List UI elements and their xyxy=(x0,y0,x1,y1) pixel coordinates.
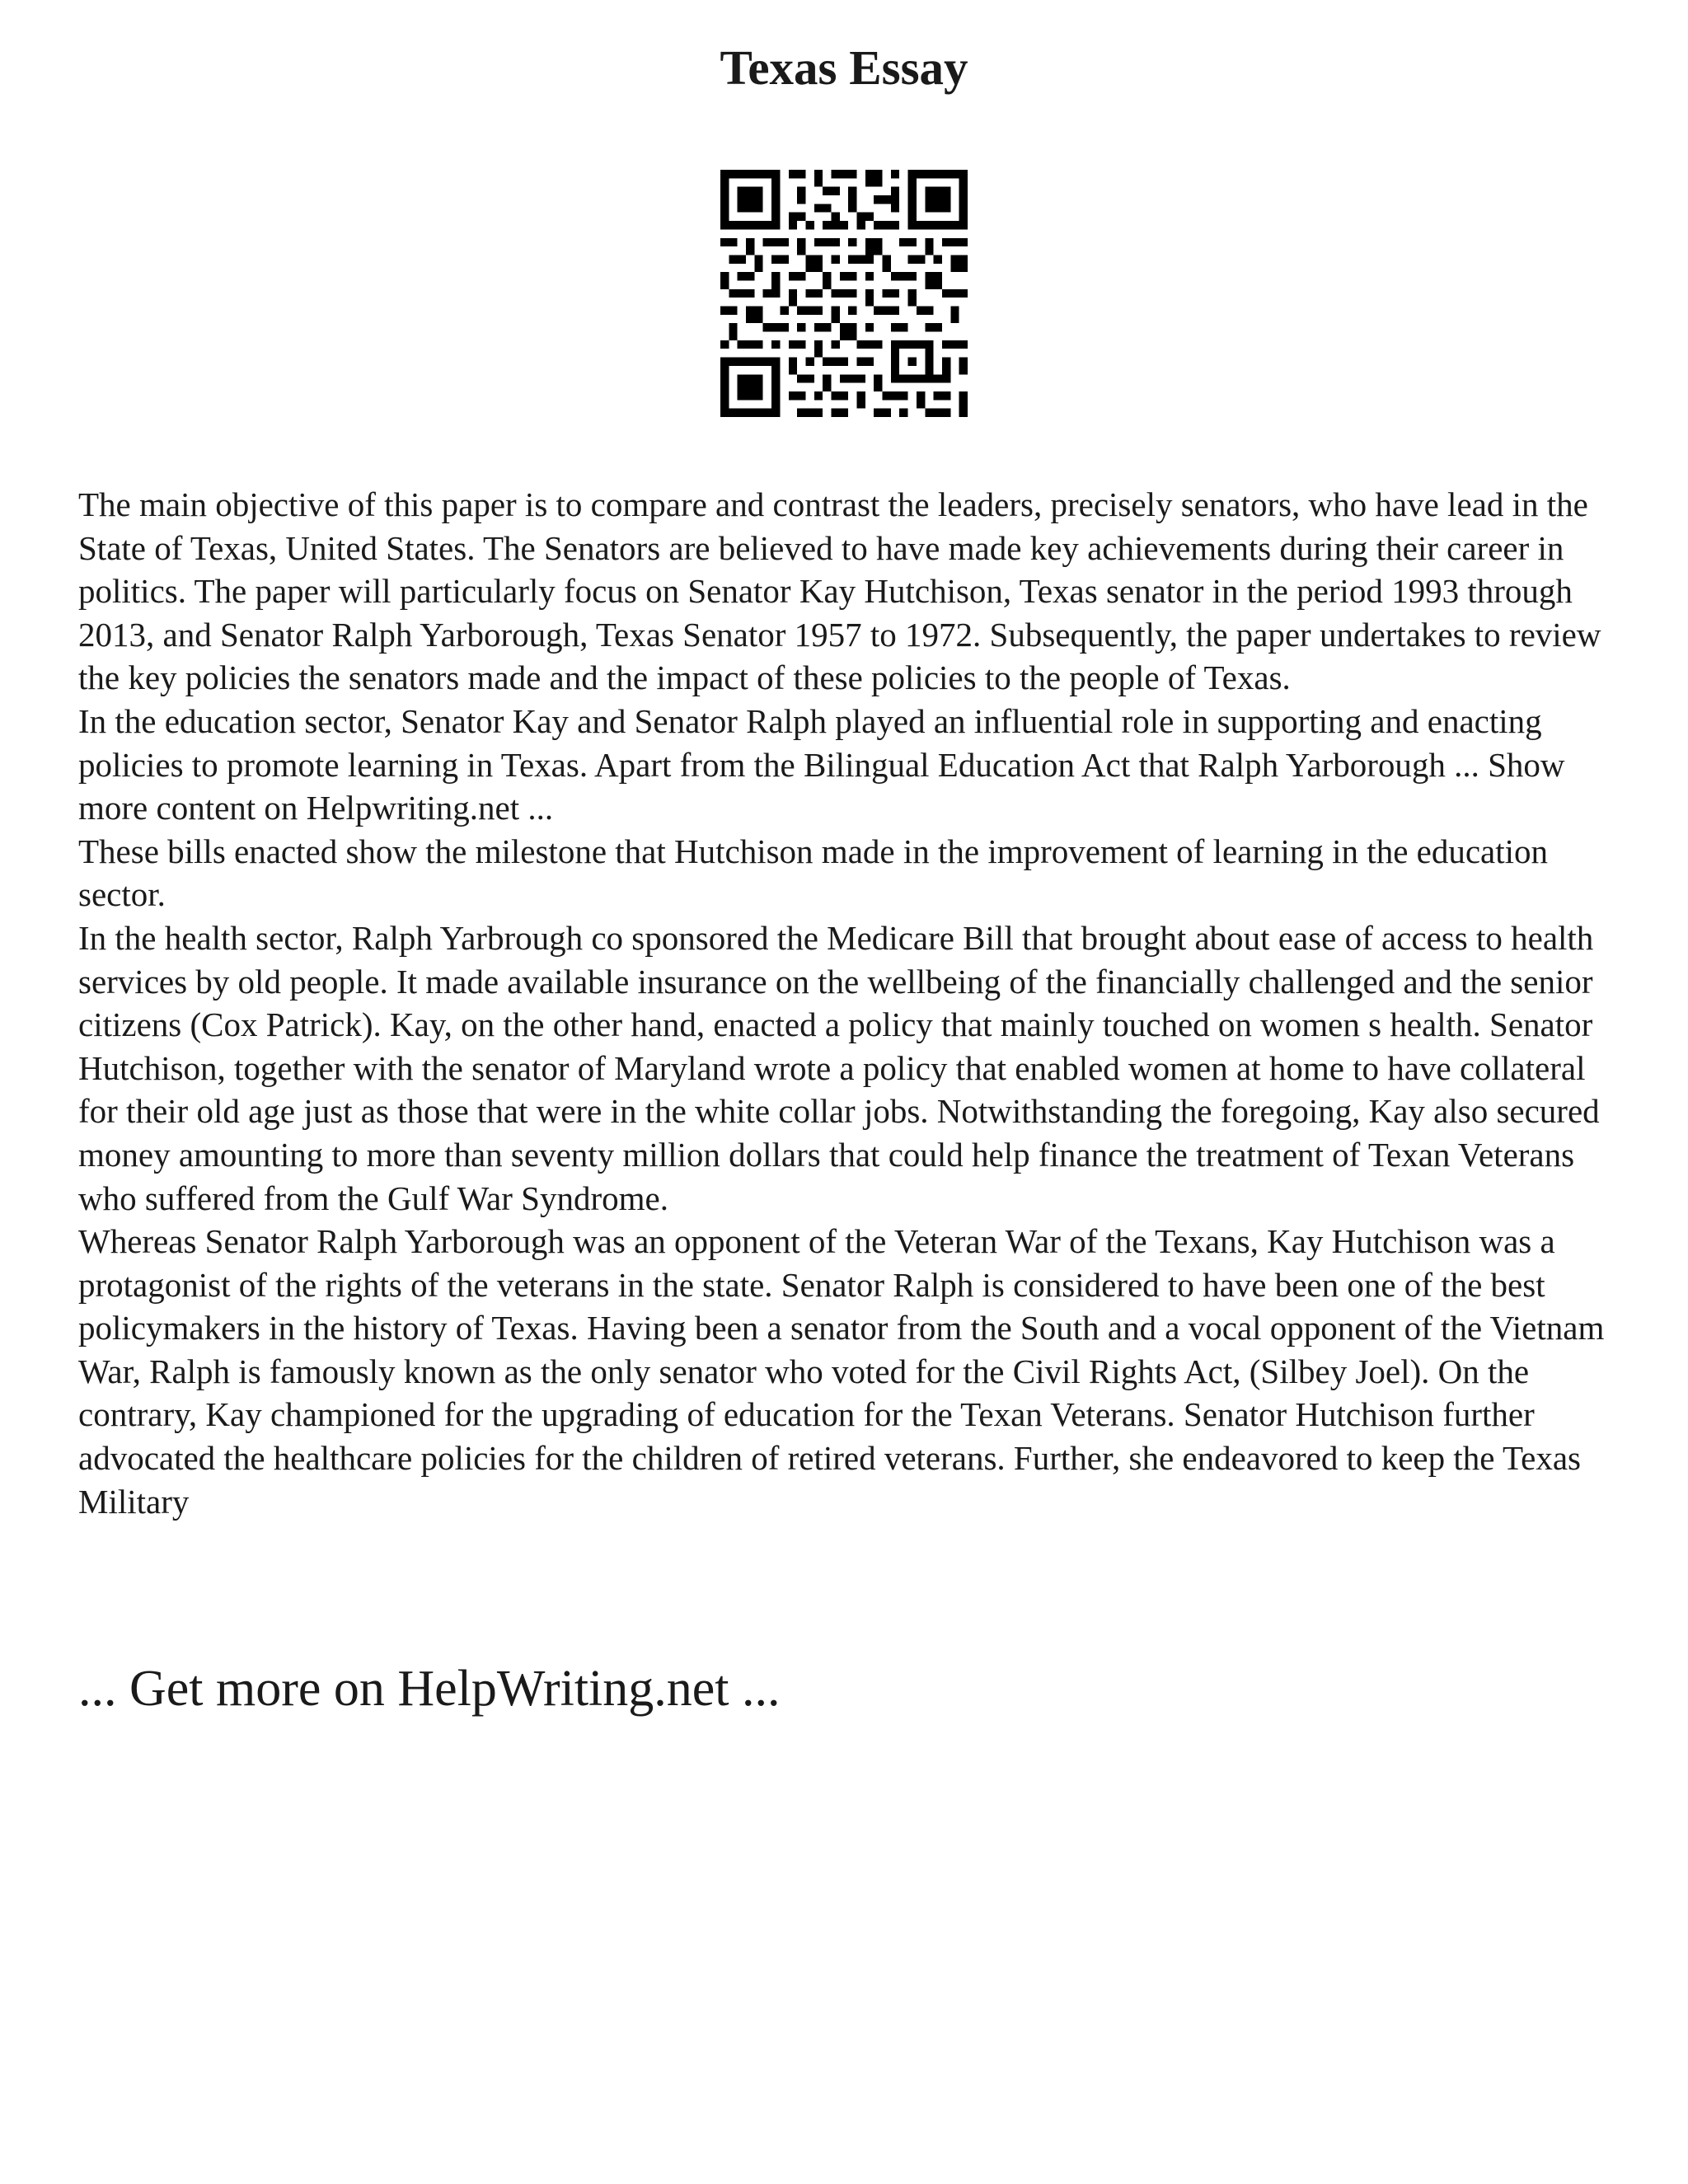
get-more-link[interactable]: ... Get more on HelpWriting.net ... xyxy=(78,1661,781,1717)
paragraph: The main objective of this paper is to compare and contrast the leaders, precisely senators, who have lead in the State of Texas, United States. The Senators are believed to have made key achievements during their career in politics. The paper will particularly focus on Senator Kay Hutchison, Texas senator in the period 1993 through 2013, and Senator Ralph Yarborough, Texas Senator 1957 to 1972. Subsequently, the paper undertakes to review the key policies the senators made and the impact of these policies to the people of Texas. xyxy=(78,485,1601,697)
paragraph: These bills enacted show the milestone that Hutchison made in the improvement of learning in the education sector. xyxy=(78,832,1549,914)
qr-code-icon xyxy=(720,170,968,417)
page-title: Texas Essay xyxy=(720,40,968,95)
paragraph: Whereas Senator Ralph Yarborough was an opponent of the Veteran War of the Texans, Kay Hutchison was a protagonist of the rights of the veterans in the state. Senator Ralph is considered to have been one of the best policymakers in the history of Texas. Having been a senator from the South and a vocal opponent of the Vietnam War, Ralph is famously known as the only senator who voted for the Civil Rights Act, (Silbey Joel). On the contrary, Kay championed for the upgrading of education for the Texan Veterans. Senator Hutchison further advocated the healthcare policies for the children of retired veterans. Further, she endeavored to keep the Texas Military xyxy=(78,1222,1605,1521)
essay-body xyxy=(78,483,1628,1523)
paragraph: In the education sector, Senator Kay and Senator Ralph played an influential role in supporting and enacting policies to promote learning in Texas. Apart from the Bilingual Education Act that Ralph Yarborough ... Show more content on Helpwriting.net ... xyxy=(78,701,1565,827)
paragraph: In the health sector, Ralph Yarbrough co sponsored the Medicare Bill that brought about ease of access to health services by old people. It made available insurance on the wellbeing of the financially challenged and the senior citizens (Cox Patrick). Kay, on the other hand, enacted a policy that mainly touched on women s health. Senator Hutchison, together with the senator of Maryland wrote a policy that enabled women at home to have collateral for their old age just as those that were in the white collar jobs. Notwithstanding the foregoing, Kay also secured money amounting to more than seventy million dollars that could help finance the treatment of Texan Veterans who suffered from the Gulf War Syndrome. xyxy=(78,918,1600,1217)
